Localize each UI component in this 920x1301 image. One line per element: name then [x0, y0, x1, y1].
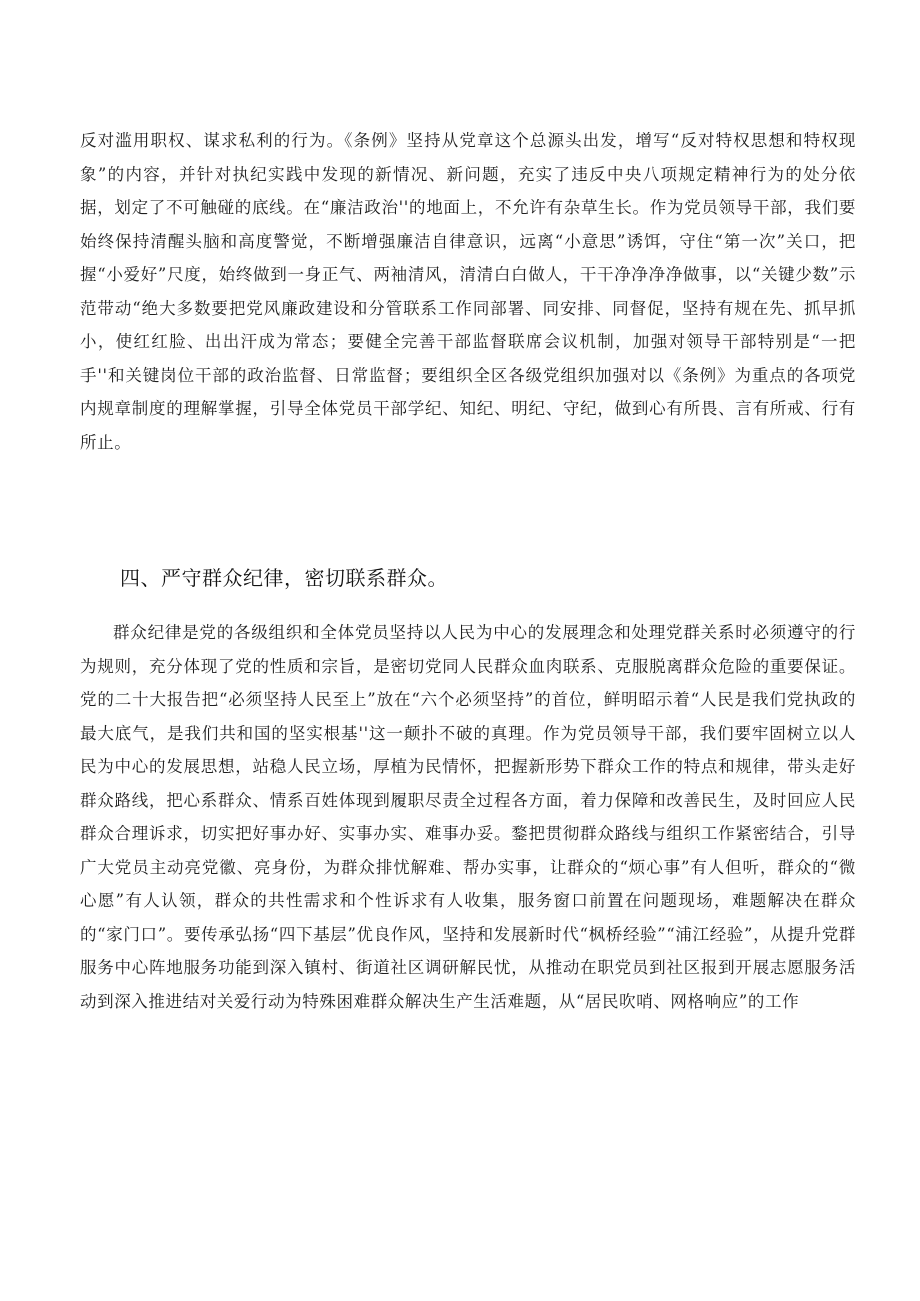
body-paragraph-1: 反对滥用职权、谋求私利的行为。《条例》坚持从党章这个总源头出发，增写“反对特权思想和特权现象”的内容，并针对执纪实践中发现的新情况、新问题，充实了违反中央八项规定精神行为的处分依据，划定了不可触碰的底线。在“廉洁政治''的地面上，不允许有杂草生长。作为党员领导干部，我们要始终保持清醒头脑和高度警觉，不断增强廉洁自律意识，远离“小意思”诱饵，守住“第一次”关口，把握“小爱好”尺度，始终做到一身正气、两袖清风，清清白白做人，干干净净净净做事，以“关键少数”示范带动“绝大多数要把党风廉政建设和分管联系工作同部署、同安排、同督促，坚持有规在先、抓早抓小，使红红脸、出出汗成为常态；要健全完善干部监督联席会议机制，加强对领导干部特别是“一把手''和关键岗位干部的政治监督、日常监督；要组织全区各级党组织加强对以《条例》为重点的各项党内规章制度的理解掌握，引导全体党员干部学纪、知纪、明纪、守纪，做到心有所畏、言有所戒、行有所止。 [80, 131, 856, 452]
body-paragraph-2: 群众纪律是党的各级组织和全体党员坚持以人民为中心的发展理念和处理党群关系时必须遵守的行为规则，充分体现了党的性质和宗旨，是密切党同人民群众血肉联系、克服脱离群众危险的重要保证。党的二十大报告把“必须坚持人民至上”放在“六个必须坚持”的首位，鲜明昭示着“人民是我们党执政的最大底气，是我们共和国的坚实根基''这一颠扑不破的真理。作为党员领导干部，我们要牢固树立以人民为中心的发展思想，站稳人民立场，厚植为民情怀，把握新形势下群众工作的特点和规律，带头走好群众路线，把心系群众、情系百姓体现到履职尽责全过程各方面，着力保障和改善民生，及时回应人民群众合理诉求，切实把好事办好、实事办实、难事办妥。鍪把贯彻群众路线与组织工作紧密结合，引导广大党员主动亮党徽、亮身份，为群众排忧解难、帮办实事，让群众的“烦心事”有人但听，群众的“微心愿”有人认领，群众的共性需求和个性诉求有人收集，服务窗口前置在问题现场，难题解决在群众的“家门口”。要传承弘扬“四下基层”优良作风，坚持和发展新时代“枫桥经验”“浦江经验”，从提升党群服务中心阵地服务功能到深入镇村、街道社区调研解民忧，从推动在职党员到社区报到开展志愿服务活动到深入推进结对关爱行动为特殊困难群众解决生产生活难题，从“居民吹哨、网格响应”的工作 [80, 623, 856, 1011]
section-heading: 四、严守群众纪律，密切联系群众。 [120, 566, 448, 590]
